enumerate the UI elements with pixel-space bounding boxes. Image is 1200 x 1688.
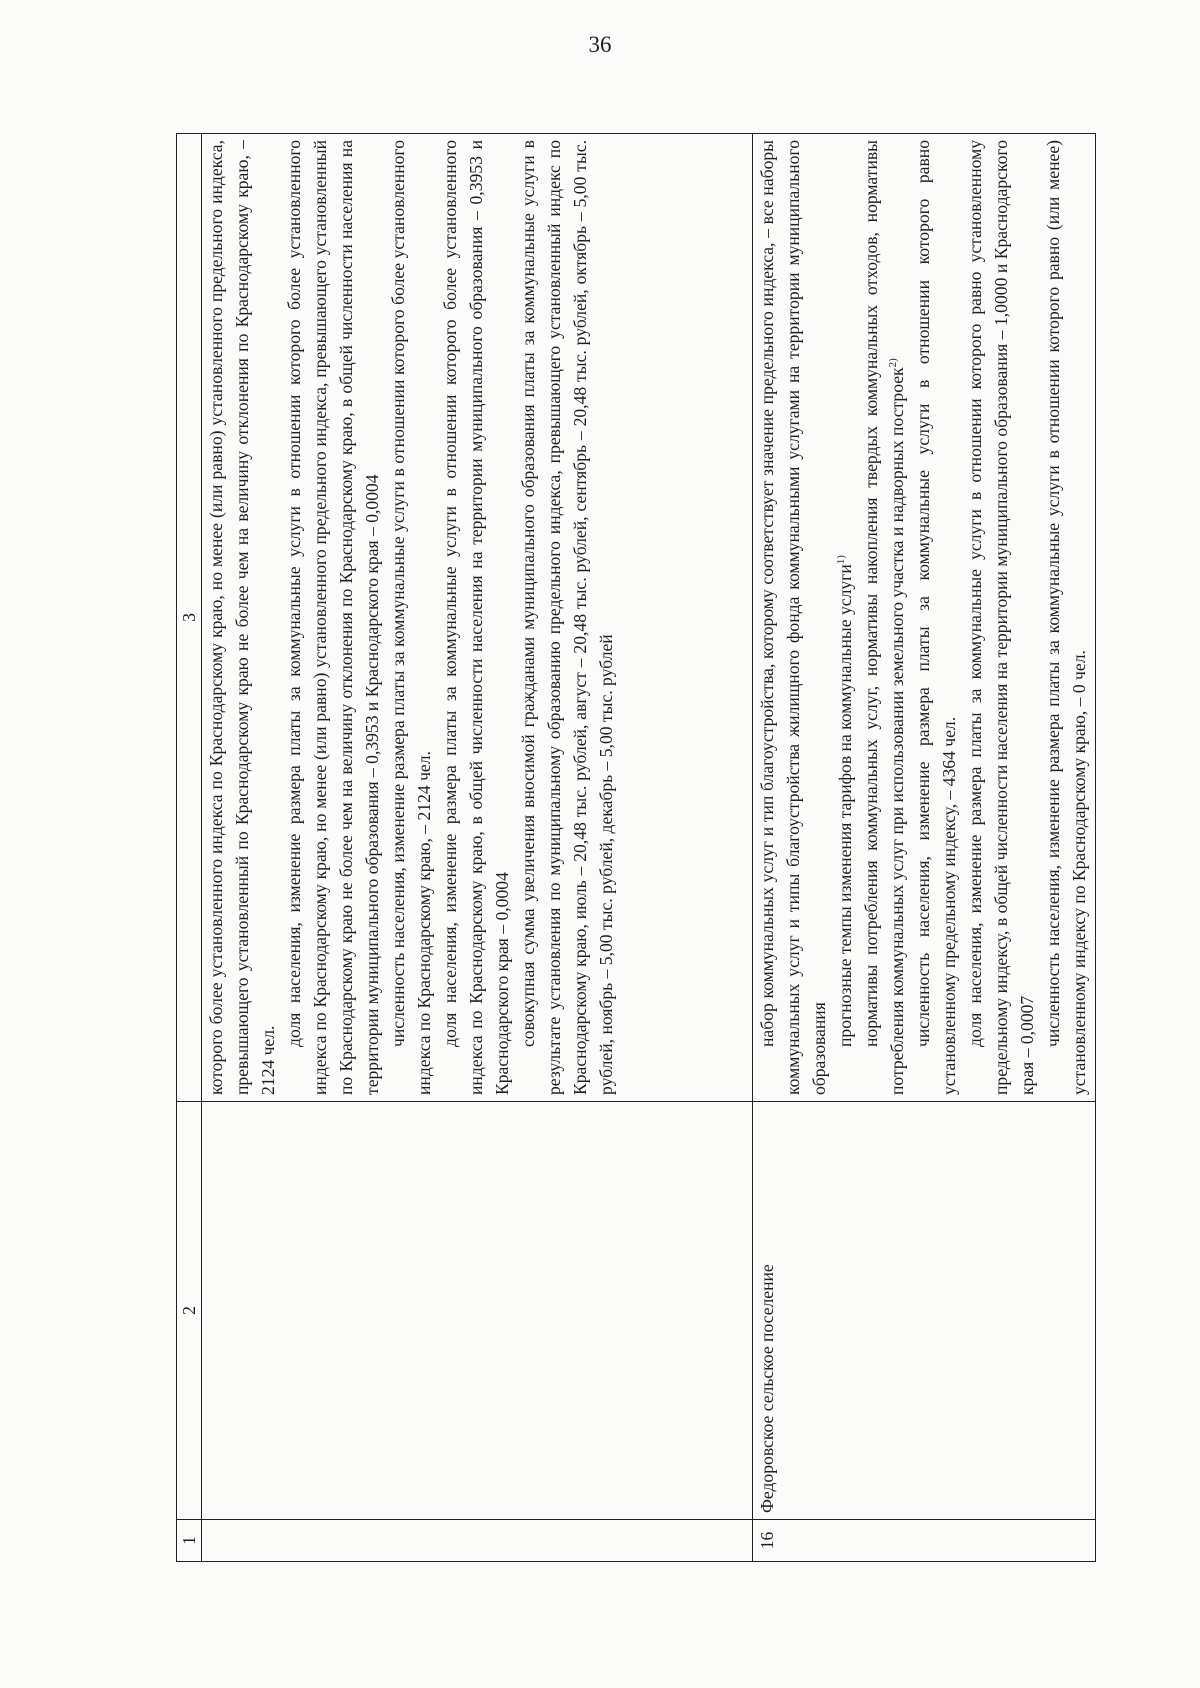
settlement-name-cell: Федоровское сельское поселение	[753, 1102, 1096, 1520]
settlement-name-cell	[202, 1102, 753, 1520]
table-header-row	[177, 134, 202, 1562]
indicator-text: нормативы потребления коммунальных услуг, нормативы накопления твердых коммунальных отходов, нормативы потребления коммунальных услуг при использовании земельного участка и надворных построек	[861, 140, 908, 1095]
indicator-text: прогнозные темпы изменения тарифов на коммунальные услуги	[835, 564, 856, 1047]
indicator-paragraph	[858, 140, 910, 1095]
table-row	[753, 134, 1096, 1562]
indicator-paragraph: набор коммунальных услуг и тип благоустройства, которому соответствует значение предельного индекса, – все наборы коммунальных услуг и типы благоустройства жилищного фонда коммунальными услугами на территории муниципального образования	[757, 140, 830, 1095]
indicator-paragraph	[832, 140, 858, 1095]
indicator-paragraph: доля населения, изменение размера платы за коммунальные услуги в отношении которого равно установленному предельному индексу, в общей численности населения на территории муниципального образования – 1,0000 и Краснодарского края – 0,0007	[965, 140, 1038, 1095]
indicator-paragraph: доля населения, изменение размера платы за коммунальные услуги в отношении которого более установленного индекса по Краснодарскому краю, но менее (или равно) установленного предельного индекса, превышающего установленный по Краснодарскому краю не более чем на величину отклонения по Краснодарскому краю, в общей численности населения на территории муниципального образования – 0,3953 и Краснодарского края – 0,0004	[284, 140, 382, 1095]
row-number-cell	[202, 1520, 753, 1562]
column-header: 3	[177, 134, 202, 1102]
row-number-cell: 16	[753, 1520, 1096, 1562]
rotated-table-frame	[176, 134, 1096, 1562]
indicator-paragraph: совокупная сумма увеличения вносимой гражданами муниципального образования платы за коммунальные услуги в результате установления по муниципальному образованию предельного индекса, превышающего установленный индекс по Краснодарскому краю, июль – 20,48 тыс. рублей, август – 20,48 тыс. рублей, сентябрь – 20,48 тыс. рублей, октябрь – 5,00 тыс. рублей, ноябрь – 5,00 тыс. рублей, декабрь – 5,00 тыс. рублей	[518, 140, 616, 1095]
indicator-paragraph: численность населения, изменение размера платы за коммунальные услуги в отношении которого более установленного индекса по Краснодарскому краю, – 2124 чел.	[388, 140, 434, 1095]
data-table	[176, 133, 1096, 1562]
indicator-paragraph: численность населения, изменение размера платы за коммунальные услуги в отношении которого равно установленному предельному индексу, – 4364 чел.	[913, 140, 960, 1095]
page-number: 36	[588, 32, 612, 57]
column-header: 2	[177, 1102, 202, 1520]
indicator-paragraph: численность населения, изменение размера платы за коммунальные услуги в отношении которого равно (или менее) установленному индексу по Краснодарскому краю, – 0 чел.	[1043, 140, 1090, 1095]
indicator-paragraph: которого более установленного индекса по Краснодарскому краю, но менее (или равно) установленного предельного индекса, превышающего установленный по Краснодарскому краю не более чем на величину отклонения по Краснодарскому краю, – 2124 чел.	[206, 140, 278, 1095]
footnote-mark: 2)	[887, 358, 900, 368]
indicator-cell	[753, 134, 1096, 1102]
indicator-cell	[202, 134, 753, 1102]
footnote-mark: 1)	[835, 555, 848, 565]
indicator-paragraph: доля населения, изменение размера платы за коммунальные услуги в отношении которого более установленного индекса по Краснодарскому краю, в общей численности населения на территории муниципального образования – 0,3953 и Краснодарского края – 0,0004	[440, 140, 512, 1095]
table-row	[202, 134, 753, 1562]
column-header: 1	[177, 1520, 202, 1562]
